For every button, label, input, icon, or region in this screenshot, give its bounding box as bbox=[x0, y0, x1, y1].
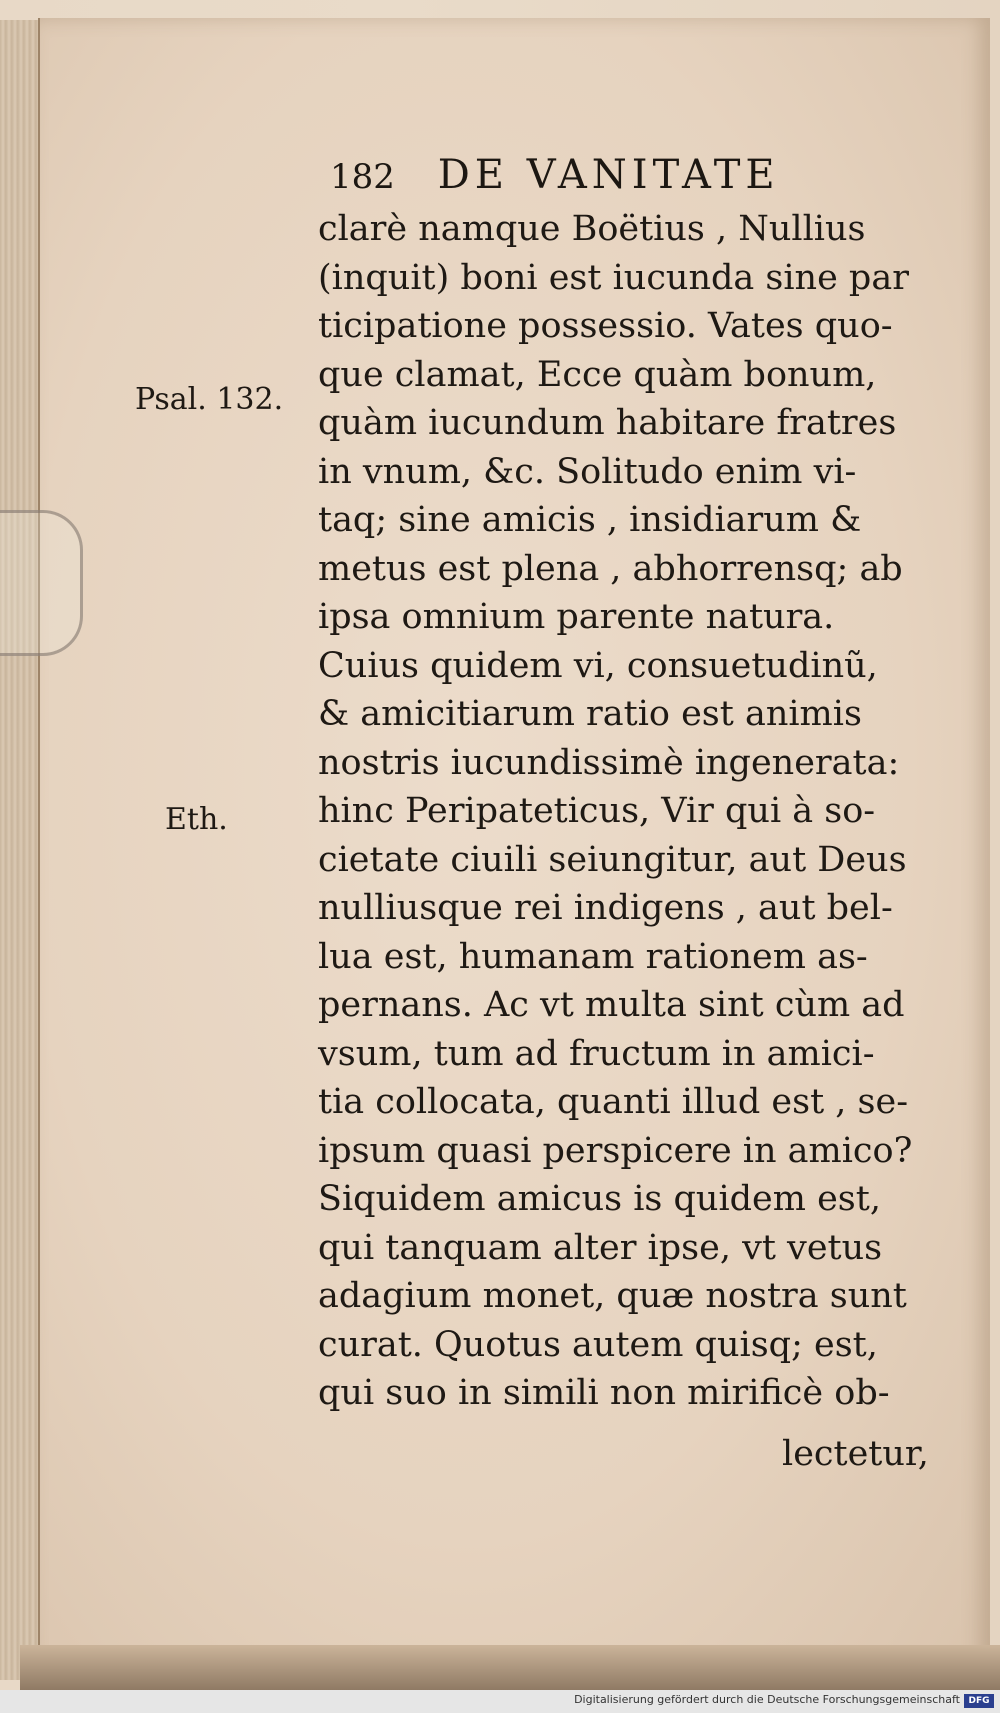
text-line: adagium monet, quæ nostra sunt bbox=[318, 1276, 907, 1316]
text-line: (inquit) boni est iucunda sine par bbox=[318, 257, 909, 298]
marginal-note-eth: Eth. bbox=[165, 802, 228, 837]
text-line: in vnum, &c. Solitudo enim vi- bbox=[318, 451, 857, 492]
body-text bbox=[318, 205, 958, 1418]
funding-credit: Digitalisierung gefördert durch die Deutsche Forschungsgemeinschaft bbox=[574, 1693, 960, 1706]
text-line: ticipatione possessio. Vates quo- bbox=[318, 306, 893, 346]
text-line: que clamat, Ecce quàm bonum, bbox=[318, 354, 877, 395]
page-clip bbox=[0, 510, 83, 656]
text-line: hinc Peripateticus, Vir qui à so- bbox=[318, 791, 876, 831]
text-line: vsum, tum ad fructum in amici- bbox=[318, 1033, 875, 1074]
text-line: nulliusque rei indigens , aut bel- bbox=[318, 888, 893, 928]
text-line: cietate ciuili seiungitur, aut Deus bbox=[318, 839, 907, 880]
text-line: curat. Quotus autem quisq; est, bbox=[318, 1324, 878, 1365]
footer-bar bbox=[0, 1690, 1000, 1713]
text-line: pernans. Ac vt multa sint cùm ad bbox=[318, 985, 905, 1025]
text-line: taq; sine amicis , insidiarum & bbox=[318, 500, 862, 540]
text-line: lua est, humanam rationem as- bbox=[318, 936, 868, 977]
running-title: DE VANITATE bbox=[437, 152, 780, 198]
dfg-logo-icon: DFG bbox=[964, 1694, 994, 1708]
bottom-edge-shadow bbox=[20, 1645, 1000, 1690]
text-line: ipsa omnium parente natura. bbox=[318, 597, 835, 637]
marginal-note-psalm: Psal. 132. bbox=[135, 382, 284, 417]
text-line: Cuius quidem vi, consuetudinũ, bbox=[318, 645, 878, 686]
text-line: ipsum quasi perspicere in amico? bbox=[318, 1130, 913, 1171]
catchword: lectetur, bbox=[782, 1434, 929, 1474]
running-head bbox=[330, 150, 950, 200]
text-line: metus est plena , abhorrensq; ab bbox=[318, 548, 903, 589]
text-line: qui suo in simili non mirificè ob- bbox=[318, 1373, 890, 1413]
text-line: qui tanquam alter ipse, vt vetus bbox=[318, 1227, 883, 1268]
text-line: tia collocata, quanti illud est , se- bbox=[318, 1082, 909, 1122]
text-line: clarè namque Boëtius , Nullius bbox=[318, 209, 866, 249]
text-line: Siquidem amicus is quidem est, bbox=[318, 1179, 881, 1219]
text-line: & amicitiarum ratio est animis bbox=[318, 694, 862, 734]
text-line: quàm iucundum habitare fratres bbox=[318, 403, 897, 443]
text-line: nostris iucundissimè ingenerata: bbox=[318, 742, 900, 783]
page-number: 182 bbox=[330, 157, 395, 197]
